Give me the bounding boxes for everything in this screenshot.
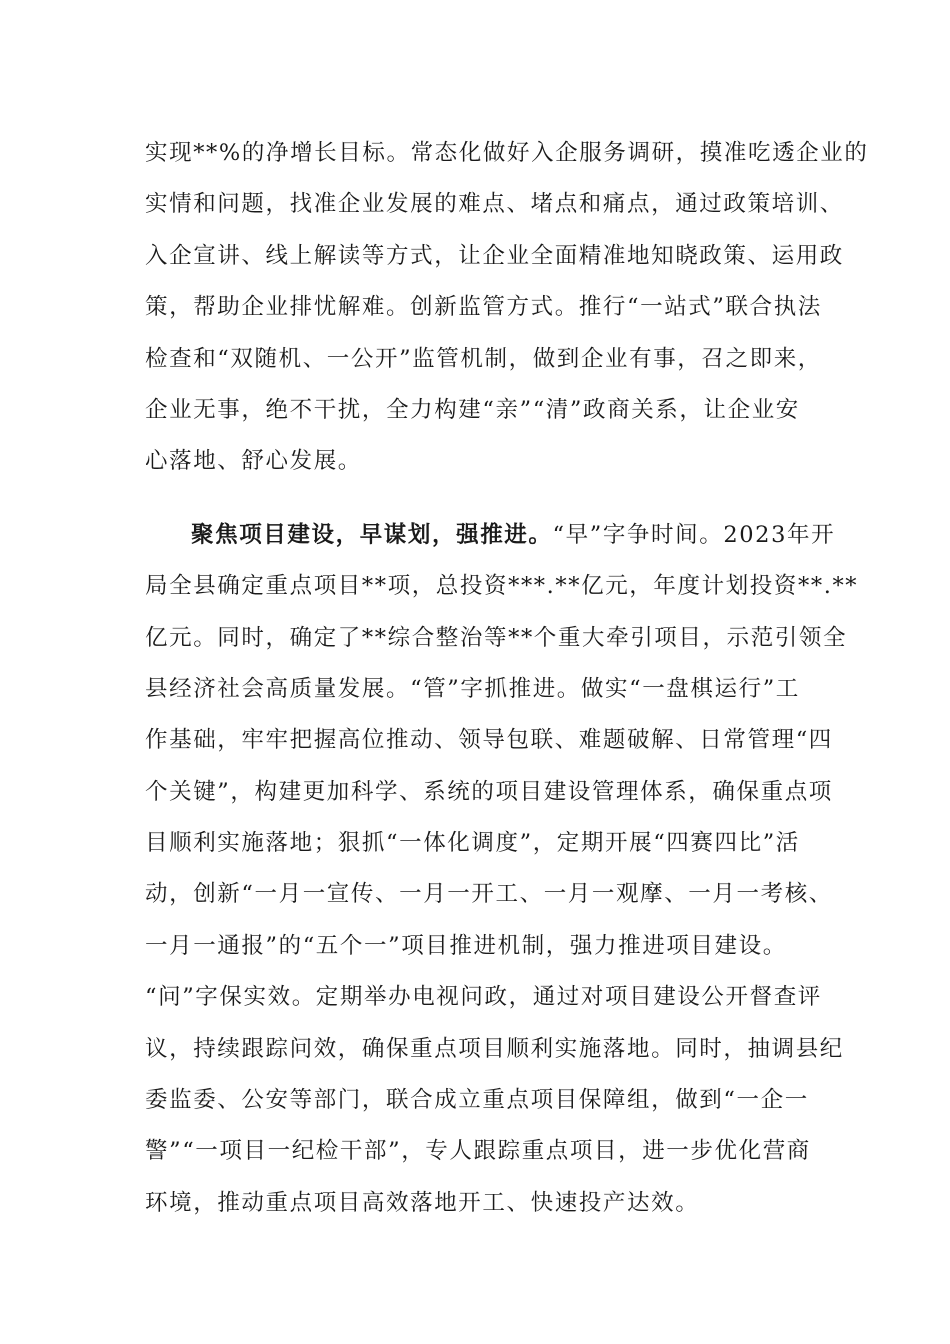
- text-line: 议，持续跟踪问效，确保重点项目顺利实施落地。同时，抽调县纪: [145, 1035, 844, 1062]
- text-line-first: [145, 513, 836, 564]
- text-line: 县经济社会高质量发展。“管”字抓推进。做实“一盘棋运行”工: [145, 675, 800, 702]
- text-line: 实情和问题，找准企业发展的难点、堵点和痛点，通过政策培训、: [145, 191, 844, 218]
- text-line: 检查和“双随机、一公开”监管机制，做到企业有事，召之即来，: [145, 345, 822, 372]
- text-line: 个关键”，构建更加科学、系统的项目建设管理体系，确保重点项: [145, 778, 833, 805]
- paragraph-project-construction: [145, 513, 859, 1232]
- text-line: 警”“一项目一纪检干部”，专人跟踪重点项目，进一步优化营商: [145, 1138, 811, 1165]
- text-line: 心落地、舒心发展。: [145, 448, 362, 475]
- text-line: 企业无事，绝不干扰，全力构建“亲”“清”政商关系，让企业安: [145, 396, 800, 423]
- document-body: [145, 131, 869, 1232]
- text-line: 亿元。同时，确定了**综合整治等**个重大牵引项目，示范引领全: [145, 624, 848, 651]
- paragraph-business-service: [145, 131, 869, 491]
- paragraph-heading: 聚焦项目建设，早谋划，强推进。: [191, 521, 553, 548]
- text-line: 作基础，牢牢把握高位推动、领导包联、难题破解、日常管理“四: [145, 727, 833, 754]
- text-line: 动，创新“一月一宣传、一月一开工、一月一观摩、一月一考核、: [145, 881, 833, 908]
- text-line: 目顺利实施落地；狠抓“一体化调度”，定期开展“四赛四比”活: [145, 830, 800, 857]
- text-line: 实现**%的净增长目标。常态化做好入企服务调研，摸准吃透企业的: [145, 140, 869, 166]
- text-line: 一月一通报”的“五个一”项目推进机制，强力推进项目建设。: [145, 932, 787, 959]
- text-line: 入企宣讲、线上解读等方式，让企业全面精准地知晓政策、运用政: [145, 242, 844, 269]
- text-line: “问”字保实效。定期举办电视问政，通过对项目建设公开督查评: [145, 984, 822, 1011]
- paragraph-spacing: [145, 491, 810, 513]
- text-run: “早”字争时间。2023年开: [552, 521, 836, 548]
- text-line: 环境，推动重点项目高效落地开工、快速投产达效。: [145, 1189, 700, 1216]
- text-line: 局全县确定重点项目**项，总投资***.**亿元，年度计划投资**.**: [145, 573, 859, 600]
- text-line: 策，帮助企业排忧解难。创新监管方式。推行“一站式”联合执法: [145, 294, 822, 321]
- text-line: 委监委、公安等部门，联合成立重点项目保障组，做到“一企一: [145, 1087, 809, 1114]
